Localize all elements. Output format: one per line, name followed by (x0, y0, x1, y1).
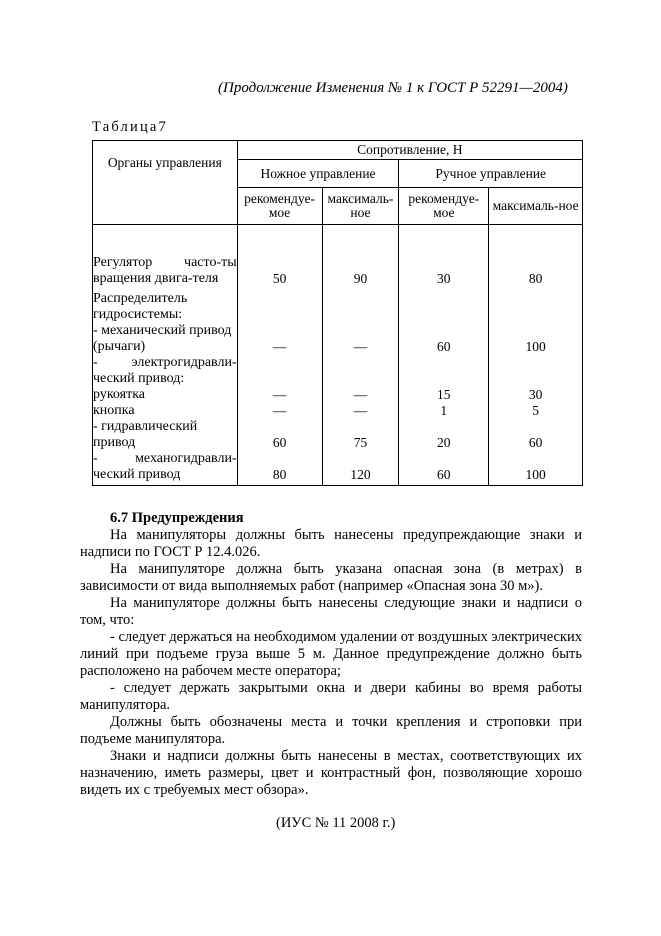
table-row (93, 355, 583, 387)
table-row (93, 287, 583, 323)
resistance-table (92, 140, 583, 486)
section-heading: 6.7 Предупреждения (110, 510, 244, 526)
cell-value: 60 (399, 451, 489, 486)
header-foot-control: Ножное управление (237, 160, 399, 188)
table-row (93, 225, 583, 287)
warnings-section (80, 510, 582, 799)
paragraph: - следует держаться на необходимом удалении от воздушных электрических линий при подъеме груза выше 5 м. Данное предупреждение должно быть расположено на рабочем месте оператора; (80, 629, 582, 679)
row-label: - гидравлический привод (93, 419, 238, 451)
cell-value (237, 287, 322, 323)
cell-value: 60 (237, 419, 322, 451)
row-label: - механогидравли-ческий привод (93, 451, 238, 486)
table-row (93, 451, 583, 486)
paragraph: На манипуляторе должна быть указана опасная зона (в метрах) в зависимости от вида выполняемых работ (например «Опасная зона 30 м»). (80, 561, 582, 594)
cell-value: 5 (489, 403, 583, 419)
header-maximum-hand: максималь-ное (489, 188, 583, 225)
table-row (93, 403, 583, 419)
paragraph: Знаки и надписи должны быть нанесены в местах, соответствующих их назначению, иметь размеры, цвет и контрастный фон, позволяющие хорошо видеть их с требуемых мест обзора». (80, 748, 582, 798)
cell-value: — (237, 323, 322, 355)
paragraph: На манипуляторы должны быть нанесены предупреждающие знаки и надписи по ГОСТ Р 12.4.026. (80, 527, 582, 560)
cell-value (322, 355, 399, 387)
cell-value: 60 (399, 323, 489, 355)
footer-reference: (ИУС № 11 2008 г.) (276, 815, 396, 831)
cell-value: 120 (322, 451, 399, 486)
row-label: Регулятор часто-ты вращения двига-теля (93, 225, 238, 287)
cell-value: 100 (489, 323, 583, 355)
header-hand-control: Ручное управление (399, 160, 583, 188)
cell-value: 80 (237, 451, 322, 486)
table-row (93, 323, 583, 355)
row-label: - механический привод (рычаги) (93, 323, 238, 355)
cell-value: 1 (399, 403, 489, 419)
cell-value (489, 287, 583, 323)
cell-value (399, 355, 489, 387)
paragraph: - следует держать закрытыми окна и двери кабины во время работы манипулятора. (80, 680, 582, 713)
paragraph: На манипуляторе должны быть нанесены следующие знаки и надписи о том, что: (80, 595, 582, 628)
row-label: Распределитель гидросистемы: (93, 287, 238, 323)
cell-value (237, 355, 322, 387)
row-label: - электрогидравли-ческий привод: (93, 354, 237, 386)
header-recommended-hand: рекомендуе-мое (399, 188, 489, 225)
continuation-header: (Продолжение Изменения № 1 к ГОСТ Р 52291—2004) (218, 80, 568, 96)
header-maximum-foot: максималь-ное (322, 188, 399, 225)
cell-value: 75 (322, 419, 399, 451)
header-organs: Органы управления (93, 141, 238, 225)
cell-value: — (322, 403, 399, 419)
cell-value (399, 287, 489, 323)
cell-value: 20 (399, 419, 489, 451)
cell-value: 80 (489, 225, 583, 287)
row-label: кнопка (93, 403, 238, 419)
cell-value: 30 (399, 225, 489, 287)
paragraph: Должны быть обозначены места и точки крепления и строповки при подъеме манипулятора. (80, 714, 582, 747)
row-label: рукоятка (93, 387, 238, 403)
table-row (93, 419, 583, 451)
header-resistance: Сопротивление, Н (237, 141, 582, 160)
cell-value: — (237, 387, 322, 403)
cell-value: 15 (399, 387, 489, 403)
header-recommended-foot: рекомендуе-мое (237, 188, 322, 225)
cell-value: 60 (489, 419, 583, 451)
table-caption: Таблица7 (92, 119, 168, 135)
cell-value: 50 (237, 225, 322, 287)
cell-value: 30 (489, 387, 583, 403)
cell-value: 100 (489, 451, 583, 486)
cell-value (322, 287, 399, 323)
cell-value (489, 355, 583, 387)
cell-value: — (322, 323, 399, 355)
cell-value: 90 (322, 225, 399, 287)
cell-value: — (237, 403, 322, 419)
cell-value: — (322, 387, 399, 403)
table-row (93, 387, 583, 403)
